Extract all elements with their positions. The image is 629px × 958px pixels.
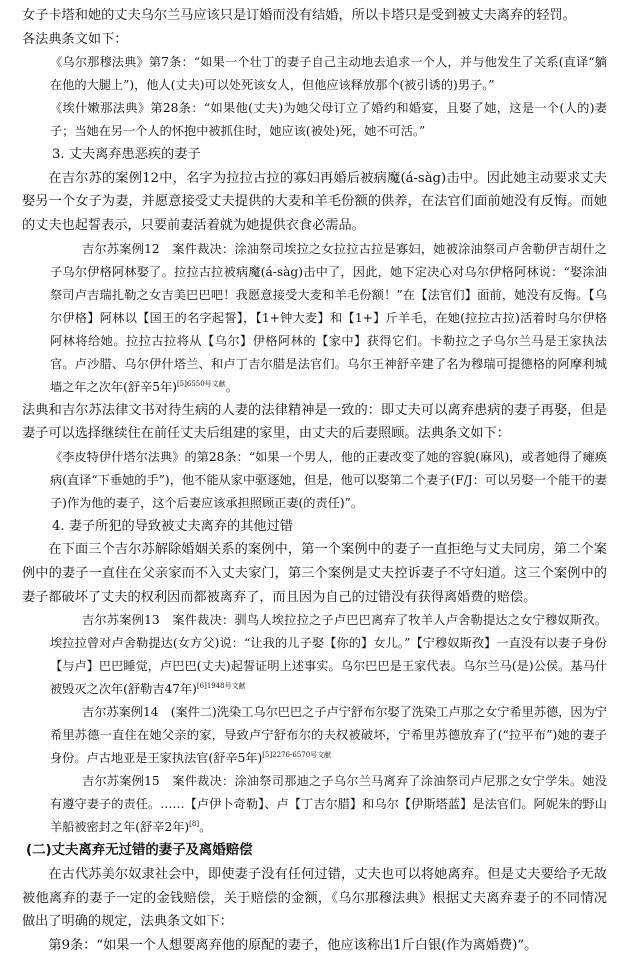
case-15-ref-tail: 。 (199, 820, 212, 835)
case-14-lead: 吉尔苏案例14 (82, 705, 171, 720)
case-kirkuk-14 (22, 701, 607, 770)
paragraph-kirkuk-case12: 在吉尔苏的案例12中，名字为拉拉古拉的寡妇再婚后被病魔(á-sàg)击中。因此她主动要求丈夫娶另一个女子为妻，并愿意接受丈夫提供的大麦和羊毛份额的供养，在法官们面前她没有反悔。而她的丈夫也起誓表示，只要前妻活着就为她提供衣食必需品。 (22, 170, 607, 233)
law-quote-eshnunna-28: 《埃什嫩那法典》第28条：“如果他(丈夫)为她父母订立了婚约和婚宴，且娶了她，这是一个(人的)妻子；当她在另一个人的怀抱中被抓住时，她应该(被处)死，她不可活。” (50, 101, 607, 139)
case-kirkuk-13 (22, 609, 607, 701)
case-13-body: 案件裁决：驯鸟人埃拉拉之子卢巴巴离弃了牧羊人卢舍勒提达之女宁穆奴斯孜。埃拉拉曾对卢舍勒提达(女方父)说：“让我的儿子娶【你的】女儿。”【宁穆奴斯孜】一直没有以妻子身份【与卢】巴巴睡觉，卢巴巴(丈夫)起誓证明上述事实。乌尔巴巴是王家代表。乌尔兰马(是)公侯。基马什被毁灭之次年(舒勒吉47年) (50, 613, 607, 697)
law-quote-urnammu-7: 《乌尔那穆法典》第7条：“如果一个壮丁的妻子自己主动地去追求一个人，并与他发生了关系(直译“躺在他的大腿上”)，他人(丈夫)可以处死该女人，但他应该释放那个(被引诱的)男子。” (50, 55, 607, 93)
case-15-body: 案件裁决：涂油祭司那迪之子乌尔兰马离弃了涂油祭司卢尼那之女宁学朱。她没有遵守妻子的责任。……【卢伊卜奇勒】、卢【丁吉尔腊】和乌尔【伊斯塔蓝】是法官们。阿妮朱的野山羊船被密封之年(舒辛2年) (50, 774, 607, 835)
case-kirkuk-12 (22, 238, 607, 399)
case-13-lead: 吉尔苏案例13 (82, 613, 173, 628)
case-14-ref: [5]2276-6570号文献 (262, 751, 332, 760)
case-15-ref: [8] (189, 820, 200, 829)
case-14-body: (案件二)洗染工乌尔巴巴之子卢宁舒布尔娶了洗染工卢那之女宁希里苏德，因为宁希里苏德一直住在她父亲的家，导致卢宁舒布尔的夫权被破坏，宁希里苏德放弃了(“拉平布”)她的妻子身份。卢古地亚是王家执法官(舒辛5年) (50, 705, 607, 766)
law-article-9: 第9条：“如果一个人想要离弃他的原配的妻子，他应该称出1斤白银(作为离婚费)”。 (48, 937, 538, 953)
case-12-lead: 吉尔苏案例12 (82, 241, 173, 256)
paragraph-divorce-compensation: 在古代苏美尔奴隶社会中，即使妻子没有任何过错，丈夫也可以将她离弃。但是丈夫要给予无故被他离弃的妻子一定的金钱赔偿，关于赔偿的金额，《乌尔那穆法典》根据丈夫离弃妻子的不同情况做出了明确的规定，法典条文如下： (22, 867, 607, 930)
paragraph-law-kirkuk: 法典和吉尔苏法律文书对待生病的人妻的法律精神是一致的：即丈夫可以离弃患病的妻子再娶，但是妻子可以选择继续住在前任丈夫后组建的家里，由丈夫的后妻照顾。法典条文如下： (22, 402, 607, 442)
paragraph-three-cases: 在下面三个吉尔苏解除婚姻关系的案例中，第一个案例中的妻子一直拒绝与丈夫同房，第二个案例中的妻子一直住在父亲家而不入丈夫家门，第三个案例是丈夫控诉妻子不守妇道。这三个案例中的妻子都破坏了丈夫的权利因而都被离弃了，而且因为自己的过错没有获得离婚费的赔偿。 (22, 542, 607, 605)
case-12-body: 案件裁决：涂油祭司埃拉之女拉拉古拉是寡妇，她被涂油祭司卢舍勒伊吉胡什之子乌尔伊格阿林娶了。拉拉古拉被病魔(á-sàg)击中了，因此，她下定决心对乌尔伊格阿林说：“娶涂油祭司卢吉瑞扎勒之女吉美巴巴吧！我愿意接受大麦和羊毛份额！”在【法官们】面前，她没有反悔。【乌尔伊格】阿林以【国王的名字起誓】，【1+钟大麦】和【1+】斤羊毛，在她(拉拉古拉)活着时乌尔伊格阿林将给她。拉拉古拉将从【乌尔】伊格阿林的【家中】获得它们。卡勒拉之子乌尔兰马是王家执法官。卢沙腊、乌尔伊什塔兰、和卢丁吉尔腊是法官们。乌尔王神舒辛建了名为穆瑞可提德格的阿摩利城墙之年之次年(舒辛5年) (50, 241, 607, 394)
section-heading-4: 4. 妻子所犯的导致被丈夫离弃的其他过错 (52, 518, 293, 534)
case-13-ref: [6]1948号文献 (196, 682, 246, 691)
paragraph-law-lead-1: 各法典条文如下： (22, 31, 128, 47)
paragraph-intro-end: 女子卡塔和她的丈夫乌尔兰马应该只是订婚而没有结婚，所以卡塔只是受到被丈夫离弃的轻罚。 (22, 8, 576, 23)
law-quote-lipit-ishtar-28: 《李皮特伊什塔尔法典》的第28条：“如果一个男人，他的正妻改变了她的容貌(麻风)，或者她得了瘫痪病(直译“下垂她的手”)，他不能从家中驱逐她，但是，他可以娶第二个妻子(F/J：可以另娶一个能干的妻子)作为他的妻子，这个后妻应该承担照顾正妻(的责任)”。 (50, 449, 607, 510)
case-kirkuk-15 (22, 770, 607, 839)
case-15-lead: 吉尔苏案例15 (82, 774, 173, 789)
case-12-ref: [5]6550号文献 (176, 379, 226, 388)
section-heading-2: (二)丈夫离弃无过错的妻子及离婚赔偿 (26, 843, 253, 859)
section-heading-3: 3. 丈夫离弃患恶疾的妻子 (52, 147, 201, 163)
case-12-ref-tail: 。 (225, 379, 238, 394)
